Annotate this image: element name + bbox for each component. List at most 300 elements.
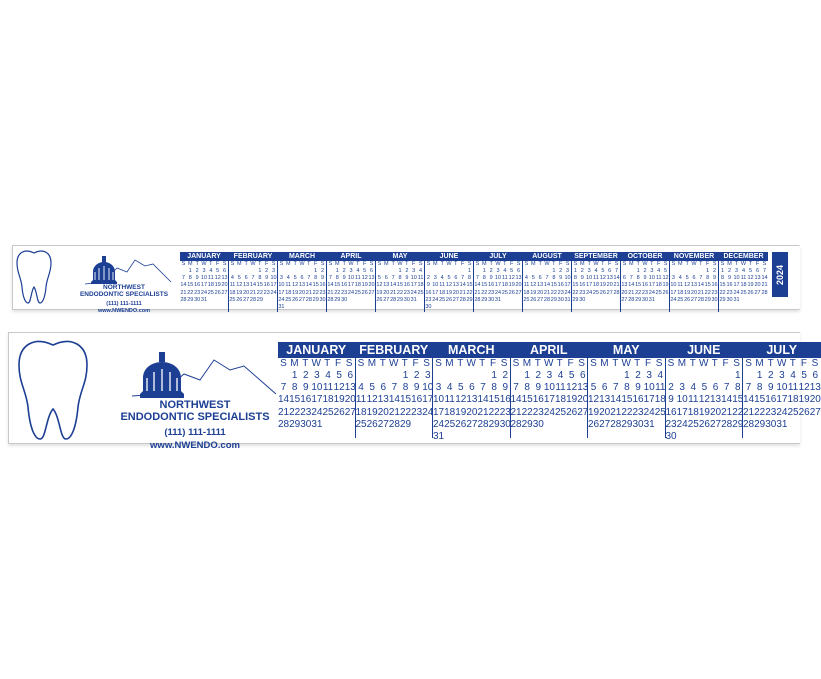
day-number: 30	[488, 296, 495, 303]
day-number: 19	[530, 289, 537, 296]
weekday-letter: M	[727, 261, 732, 267]
day-number: 3	[433, 275, 437, 282]
day-number: 8	[402, 382, 409, 394]
day-number: 26	[236, 296, 243, 303]
day-number: 15	[621, 394, 633, 406]
weekday-row	[474, 261, 522, 268]
day-number: 9	[713, 275, 717, 282]
day-number: 11	[229, 282, 236, 289]
day-grid	[425, 268, 473, 311]
brand-website: www.NWENDO.com	[97, 307, 151, 314]
day-number: 19	[698, 406, 710, 418]
small-month-may	[376, 252, 425, 312]
weekday-letter: S	[622, 261, 627, 267]
day-number: 12	[798, 382, 810, 394]
day-number: 11	[677, 282, 684, 289]
day-number: 26	[530, 296, 537, 303]
weekday-letter: T	[612, 358, 619, 369]
day-number: 30	[765, 418, 777, 430]
weekday-letter: T	[379, 358, 386, 369]
day-number: 22	[400, 406, 412, 418]
day-number: 2	[713, 268, 717, 274]
day-number: 5	[447, 275, 451, 282]
day-number: 23	[194, 289, 201, 296]
day-number: 22	[635, 289, 642, 296]
day-number: 14	[477, 394, 489, 406]
day-number: 9	[303, 382, 309, 394]
weekday-row	[180, 261, 228, 268]
day-number: 5	[336, 370, 342, 381]
weekday-letter: M	[600, 358, 609, 369]
day-number: 29	[481, 296, 488, 303]
day-number: 27	[690, 296, 698, 303]
day-number: 4	[440, 275, 444, 282]
day-number: 2	[321, 268, 325, 274]
day-number: 4	[356, 268, 360, 274]
day-number: 8	[624, 382, 630, 394]
day-number: 24	[586, 289, 593, 296]
day-number: 15	[187, 282, 194, 289]
day-number: 4	[446, 382, 453, 394]
day-empty	[243, 268, 250, 275]
day-number: 2	[535, 370, 542, 381]
day-number: 6	[538, 275, 542, 282]
day-number: 31	[311, 418, 323, 430]
day-empty	[677, 268, 684, 275]
weekday-row	[523, 261, 571, 268]
day-number: 19	[236, 289, 243, 296]
day-number: 20	[537, 289, 544, 296]
weekday-letter: T	[789, 358, 796, 369]
weekday-row	[229, 261, 277, 268]
month-name: JUNE	[425, 252, 473, 261]
small-month-march	[278, 252, 327, 312]
day-number: 10	[270, 275, 277, 282]
weekday-letter: M	[522, 358, 532, 369]
day-number: 28	[510, 418, 522, 430]
weekday-letter: W	[250, 261, 256, 267]
day-number: 29	[521, 418, 533, 430]
day-number: 26	[366, 418, 378, 430]
weekday-letter: S	[279, 261, 284, 267]
day-number: 31	[564, 296, 571, 303]
weekday-letter: S	[271, 261, 276, 267]
day-empty	[666, 370, 677, 382]
day-number: 25	[677, 296, 684, 303]
day-number: 16	[411, 394, 423, 406]
day-number: 5	[664, 268, 668, 274]
month-name: SEPTEMBER	[572, 252, 620, 261]
weekday-row	[278, 358, 355, 370]
day-number: 7	[391, 275, 395, 282]
weekday-letter: M	[579, 261, 585, 267]
day-number: 5	[458, 382, 464, 394]
day-number: 21	[610, 406, 622, 418]
day-number: 14	[459, 282, 466, 289]
day-number: 17	[733, 282, 740, 289]
day-number: 30	[425, 304, 432, 311]
day-number: 18	[322, 394, 334, 406]
day-number: 7	[762, 268, 767, 274]
day-number: 2	[489, 268, 493, 274]
day-empty	[588, 370, 599, 382]
day-number: 8	[468, 275, 472, 282]
day-number: 11	[523, 282, 530, 289]
day-number: 9	[405, 275, 409, 282]
weekday-letter: T	[405, 261, 409, 267]
day-number: 18	[354, 282, 361, 289]
day-number: 14	[721, 394, 733, 406]
weekday-letter: W	[495, 261, 501, 267]
month-name: FEBRUARY	[356, 342, 433, 358]
month-name: JANUARY	[278, 342, 355, 358]
weekday-letter: W	[397, 261, 403, 267]
day-number: 27	[754, 289, 761, 296]
day-number: 21	[180, 289, 187, 296]
weekday-row	[425, 261, 473, 268]
day-number: 30	[579, 296, 586, 303]
month-name: APRIL	[511, 342, 588, 358]
day-number: 6	[692, 275, 696, 282]
day-empty	[621, 268, 628, 275]
day-number: 18	[740, 282, 747, 289]
day-number: 17	[278, 289, 285, 296]
day-empty	[444, 370, 455, 382]
day-number: 3	[734, 268, 739, 274]
day-number: 15	[289, 394, 301, 406]
day-number: 4	[690, 382, 697, 394]
day-number: 5	[377, 275, 381, 282]
day-number: 29	[732, 418, 744, 430]
weekday-letter: T	[489, 261, 493, 267]
day-number: 10	[733, 275, 740, 282]
day-number: 28	[743, 418, 755, 430]
day-number: 21	[305, 289, 312, 296]
weekday-letter: T	[601, 261, 605, 267]
day-number: 17	[643, 394, 655, 406]
weekday-letter: S	[423, 358, 430, 369]
day-number: 15	[704, 282, 711, 289]
day-empty	[305, 268, 312, 275]
day-number: 4	[657, 370, 664, 381]
day-number: 21	[721, 406, 733, 418]
day-number: 15	[754, 394, 766, 406]
day-number: 10	[433, 394, 445, 406]
day-grid	[278, 268, 326, 311]
day-number: 24	[733, 289, 740, 296]
day-number: 4	[286, 275, 290, 282]
day-number: 21	[388, 406, 400, 418]
weekday-letter: F	[510, 261, 514, 267]
weekday-letter: S	[512, 358, 520, 369]
day-number: 23	[341, 289, 348, 296]
day-number: 9	[635, 382, 641, 394]
day-number: 29	[289, 418, 301, 430]
weekday-letter: T	[552, 261, 556, 267]
day-number: 10	[200, 275, 208, 282]
weekday-letter: T	[587, 261, 591, 267]
day-number: 21	[474, 289, 481, 296]
weekday-letter: S	[345, 358, 353, 369]
weekday-letter: W	[699, 358, 709, 369]
day-empty	[278, 268, 285, 275]
day-number: 7	[181, 275, 185, 282]
day-number: 13	[537, 282, 544, 289]
day-empty	[390, 268, 397, 275]
weekday-letter: F	[567, 358, 574, 369]
weekday-letter: T	[699, 261, 703, 267]
capitol-dome-mountain-icon-large	[130, 348, 280, 400]
day-empty	[327, 268, 334, 275]
day-number: 21	[543, 289, 551, 296]
weekday-letter: T	[711, 358, 718, 369]
day-number: 12	[445, 282, 453, 289]
small-month-december	[719, 252, 768, 312]
day-number: 25	[354, 289, 361, 296]
day-number: 12	[236, 282, 243, 289]
weekday-letter: M	[187, 261, 193, 267]
weekday-letter: M	[334, 261, 340, 267]
day-number: 20	[344, 394, 356, 406]
day-empty	[537, 268, 544, 275]
day-number: 23	[319, 289, 326, 296]
weekday-letter: T	[401, 358, 408, 369]
day-number: 6	[370, 268, 374, 274]
day-number: 31	[648, 296, 655, 303]
day-number: 21	[628, 289, 635, 296]
day-number: 17	[648, 282, 655, 289]
day-number: 15	[550, 282, 557, 289]
day-number: 31	[643, 418, 655, 430]
weekday-letter: W	[691, 261, 697, 267]
tooth-icon-large	[14, 335, 92, 443]
brand-name-line1-large: NORTHWEST	[159, 399, 231, 411]
day-empty	[691, 268, 698, 275]
day-number: 11	[688, 394, 699, 406]
day-number: 29	[334, 296, 341, 303]
day-number: 14	[761, 275, 768, 282]
day-number: 22	[521, 406, 533, 418]
day-number: 26	[214, 289, 221, 296]
day-number: 20	[221, 282, 228, 289]
day-number: 1	[482, 268, 486, 274]
day-grid	[511, 370, 588, 431]
weekday-letter: M	[628, 261, 634, 267]
day-number: 9	[535, 382, 542, 394]
day-empty	[599, 370, 610, 382]
day-number: 10	[648, 275, 655, 282]
brand-website-large: www.NWENDO.com	[150, 440, 240, 452]
day-number: 15	[572, 282, 579, 289]
day-number: 13	[243, 282, 250, 289]
day-number: 3	[646, 370, 652, 381]
day-number: 9	[643, 275, 647, 282]
day-number: 1	[402, 370, 409, 381]
day-empty	[478, 370, 489, 382]
day-number: 13	[466, 394, 478, 406]
weekday-letter: M	[677, 358, 687, 369]
day-empty	[378, 370, 389, 382]
weekday-letter: T	[650, 261, 654, 267]
weekday-letter: T	[440, 261, 444, 267]
day-number: 12	[566, 382, 578, 394]
tooth-icon	[14, 247, 54, 307]
day-number: 11	[444, 394, 455, 406]
day-number: 29	[187, 296, 194, 303]
weekday-row	[666, 358, 743, 370]
weekday-letter: S	[357, 358, 365, 369]
day-number: 5	[568, 370, 575, 381]
day-number: 10	[432, 282, 439, 289]
day-number: 31	[200, 296, 208, 303]
day-number: 3	[425, 370, 431, 381]
weekday-letter: S	[663, 261, 668, 267]
day-number: 9	[426, 282, 430, 289]
day-number: 23	[425, 296, 432, 303]
weekday-letter: S	[181, 261, 186, 267]
day-number: 7	[461, 275, 465, 282]
day-number: 13	[577, 382, 589, 394]
weekday-letter: F	[645, 358, 652, 369]
month-name: MARCH	[433, 342, 510, 358]
day-number: 20	[243, 289, 250, 296]
day-number: 6	[601, 382, 608, 394]
day-number: 29	[635, 296, 642, 303]
day-number: 13	[344, 382, 356, 394]
weekday-letter: F	[265, 261, 269, 267]
day-empty	[433, 370, 444, 382]
day-number: 10	[643, 382, 655, 394]
weekday-letter: T	[538, 261, 542, 267]
month-name: JULY	[743, 342, 821, 358]
day-number: 5	[237, 275, 241, 282]
day-number: 1	[335, 268, 339, 274]
day-number: 1	[552, 268, 556, 274]
large-month-february	[356, 342, 434, 438]
day-number: 27	[515, 289, 522, 296]
day-number: 17	[433, 406, 445, 418]
day-number: 15	[521, 394, 533, 406]
day-number: 5	[293, 275, 297, 282]
weekday-letter: W	[544, 358, 554, 369]
month-name: FEBRUARY	[229, 252, 277, 261]
day-number: 13	[710, 394, 722, 406]
day-number: 6	[347, 370, 354, 381]
day-number: 22	[466, 289, 473, 296]
day-number: 6	[755, 268, 760, 274]
day-number: 15	[312, 282, 319, 289]
day-number: 4	[419, 268, 423, 274]
day-number: 24	[676, 418, 688, 430]
day-number: 2	[342, 268, 346, 274]
day-number: 15	[396, 282, 404, 289]
day-number: 8	[756, 382, 763, 394]
brand-name-line2-large: ENDODONTIC SPECIALISTS	[120, 410, 270, 423]
day-number: 7	[513, 382, 519, 394]
weekday-letter: S	[655, 358, 663, 369]
day-number: 24	[270, 289, 277, 296]
day-number: 13	[809, 382, 821, 394]
large-month-june	[665, 342, 744, 443]
day-number: 5	[216, 268, 220, 274]
day-number: 18	[655, 282, 662, 289]
day-number: 17	[776, 394, 788, 406]
day-number: 31	[433, 431, 445, 443]
day-number: 25	[417, 289, 424, 296]
day-number: 16	[194, 282, 201, 289]
day-number: 1	[573, 268, 577, 274]
day-number: 10	[676, 394, 688, 406]
day-number: 8	[188, 275, 192, 282]
day-number: 11	[354, 275, 361, 282]
day-number: 2	[413, 370, 420, 381]
day-grid	[621, 268, 669, 304]
day-number: 28	[697, 296, 704, 303]
weekday-letter: S	[377, 261, 382, 267]
day-number: 25	[444, 418, 456, 430]
day-number: 30	[711, 296, 718, 303]
day-number: 30	[665, 431, 677, 443]
weekday-letter: M	[481, 261, 487, 267]
month-name: JULY	[474, 252, 522, 261]
weekday-row	[511, 358, 588, 370]
day-number: 16	[532, 394, 544, 406]
day-number: 9	[195, 275, 199, 282]
day-number: 9	[668, 394, 674, 406]
day-empty	[383, 268, 390, 275]
day-number: 8	[258, 275, 262, 282]
day-number: 23	[557, 289, 564, 296]
day-number: 9	[489, 275, 493, 282]
brand-name-line2: ENDODONTIC SPECIALISTS	[79, 290, 169, 298]
weekday-letter: T	[479, 358, 486, 369]
day-number: 2	[580, 268, 584, 274]
day-number: 24	[494, 289, 502, 296]
day-number: 22	[704, 289, 711, 296]
day-number: 24	[311, 406, 323, 418]
day-number: 5	[601, 268, 605, 274]
weekday-letter: W	[777, 358, 787, 369]
day-number: 3	[496, 268, 500, 274]
day-number: 16	[300, 394, 312, 406]
weekday-letter: S	[573, 261, 578, 267]
day-number: 7	[699, 275, 703, 282]
day-number: 4	[657, 268, 661, 274]
day-number: 2	[559, 268, 563, 274]
weekday-letter: S	[745, 358, 752, 369]
day-number: 27	[377, 418, 389, 430]
small-month-june	[425, 252, 474, 312]
day-number: 3	[546, 370, 553, 381]
day-empty	[677, 370, 688, 382]
day-number: 13	[754, 275, 761, 282]
day-number: 26	[747, 289, 754, 296]
year-label: 2024	[775, 264, 785, 285]
weekday-letter: F	[559, 261, 563, 267]
weekday-row	[588, 358, 665, 370]
weekday-letter: T	[195, 261, 199, 267]
weekday-letter: W	[446, 261, 452, 267]
day-number: 2	[727, 268, 732, 274]
day-number: 10	[347, 275, 355, 282]
day-number: 2	[195, 268, 199, 274]
day-number: 30	[300, 418, 312, 430]
day-number: 21	[278, 406, 290, 418]
day-number: 21	[477, 406, 489, 418]
day-number: 5	[510, 268, 514, 274]
day-number: 6	[380, 382, 387, 394]
day-number: 17	[410, 282, 417, 289]
